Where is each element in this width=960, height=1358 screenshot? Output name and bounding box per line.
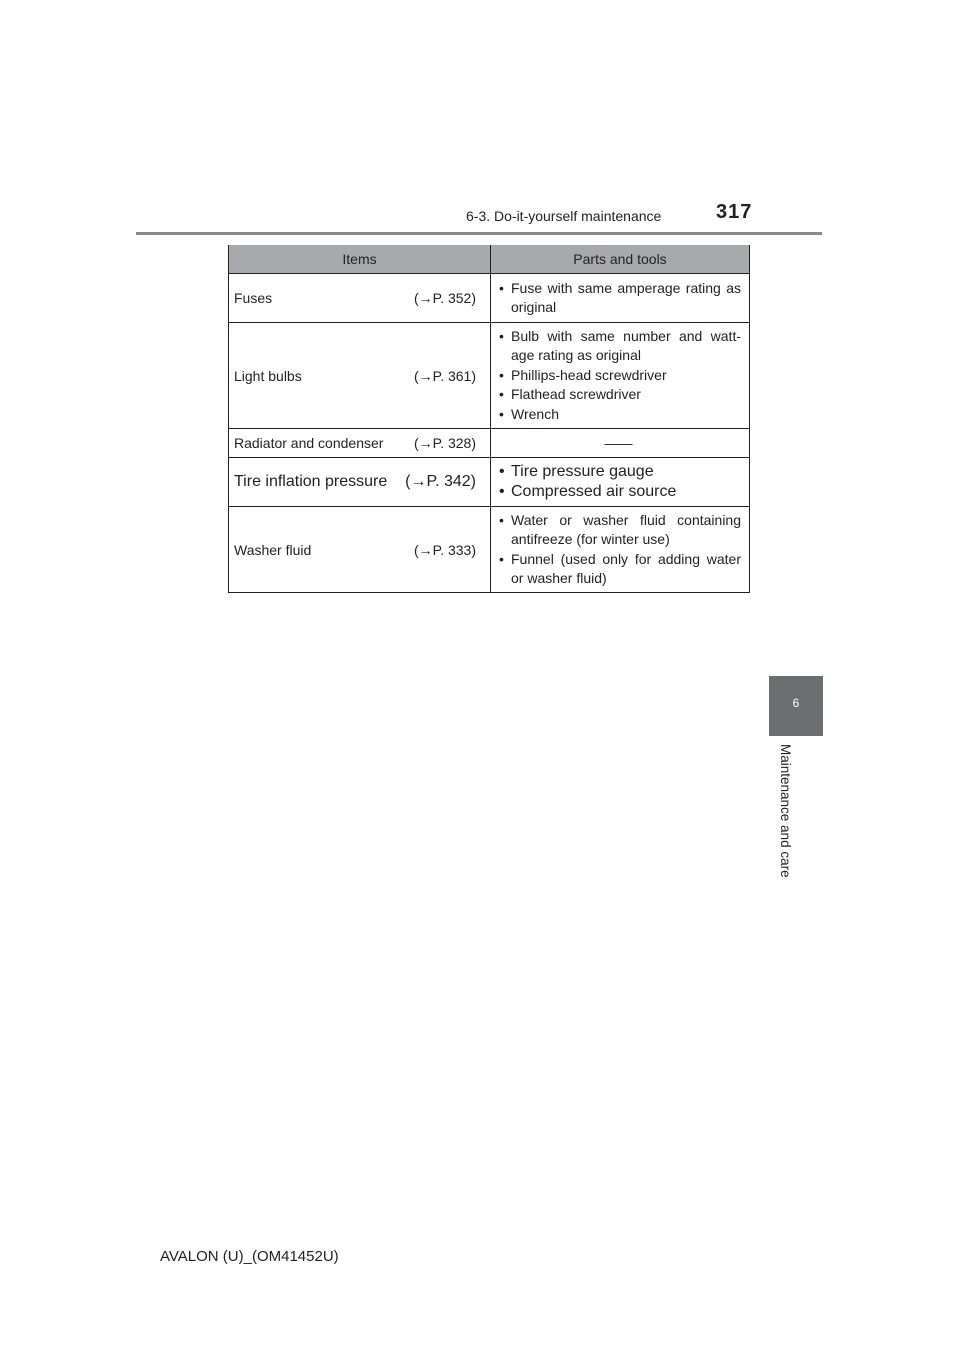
page-reference: (→P. 352) bbox=[414, 290, 476, 306]
table-row bbox=[229, 323, 750, 429]
item-name: Radiator and condenser bbox=[234, 435, 384, 451]
table-row bbox=[229, 429, 750, 458]
section-title: 6-3. Do-it-yourself maintenance bbox=[466, 208, 662, 224]
chapter-number: 6 bbox=[792, 696, 800, 710]
tool-list-item: • Fuse with same amperage rating as original bbox=[496, 279, 741, 318]
table-header-row bbox=[229, 245, 750, 274]
chapter-tab bbox=[769, 676, 823, 736]
page-reference: (→P. 333) bbox=[414, 541, 476, 558]
item-cell bbox=[229, 429, 491, 458]
page-reference: (→P. 361) bbox=[414, 367, 476, 384]
item-name: Tire inflation pressure bbox=[234, 473, 388, 490]
tool-list-item: • Bulb with same number and watt-age rating as original bbox=[496, 327, 741, 366]
page-reference: (→P. 328) bbox=[414, 435, 476, 451]
item-name: Light bulbs bbox=[234, 367, 302, 384]
tools-cell bbox=[491, 274, 750, 323]
tool-list-item: • Tire pressure gauge bbox=[496, 462, 741, 482]
tool-list-item: • Funnel (used only for adding water or washer fluid) bbox=[496, 550, 741, 589]
tools-cell-empty: —— bbox=[491, 429, 750, 458]
item-name: Washer fluid bbox=[234, 541, 312, 558]
column-header-items: Items bbox=[229, 245, 491, 274]
tools-cell bbox=[491, 458, 750, 507]
item-cell bbox=[229, 458, 491, 507]
tool-list-item: • Flathead screwdriver bbox=[496, 385, 741, 405]
header-divider bbox=[136, 232, 822, 235]
item-cell bbox=[229, 274, 491, 323]
page-number: 317 bbox=[716, 201, 753, 223]
tool-list-item: • Compressed air source bbox=[496, 482, 741, 502]
tool-list-item: • Wrench bbox=[496, 405, 741, 425]
item-name: Fuses bbox=[234, 290, 273, 306]
page-reference: (→P. 342) bbox=[405, 473, 476, 490]
tool-list-item: • Water or washer fluid containing antifreeze (for winter use) bbox=[496, 511, 741, 550]
tools-cell bbox=[491, 323, 750, 429]
chapter-title: Maintenance and care bbox=[778, 744, 793, 878]
table-row bbox=[229, 507, 750, 593]
table-row bbox=[229, 274, 750, 323]
tools-cell bbox=[491, 507, 750, 593]
column-header-parts-and-tools: Parts and tools bbox=[491, 245, 750, 274]
table-row bbox=[229, 458, 750, 507]
item-cell bbox=[229, 323, 491, 429]
parts-and-tools-table bbox=[228, 245, 750, 593]
item-cell bbox=[229, 507, 491, 593]
tool-list-item: • Phillips-head screwdriver bbox=[496, 366, 741, 386]
model-code: AVALON (U)_(OM41452U) bbox=[160, 1248, 339, 1265]
